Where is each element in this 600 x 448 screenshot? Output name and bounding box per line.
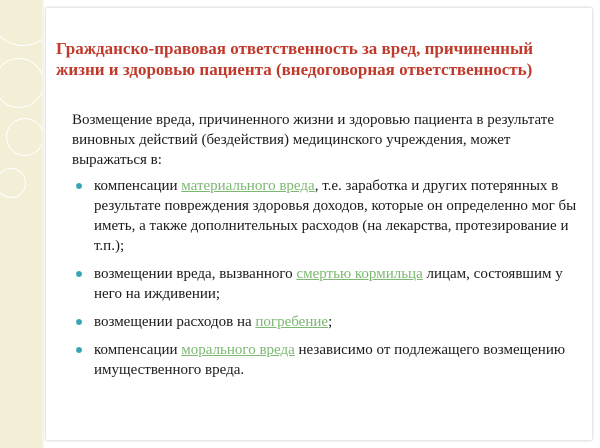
bullet-dot-icon (76, 347, 82, 353)
item-text: возмещении вреда, вызванного (94, 266, 297, 282)
link-material-damage[interactable]: материального вреда (181, 178, 315, 194)
item-text: лицам, состоявшим у него на иждивении; (94, 266, 563, 302)
item-text: независимо от подлежащего возмещению имущественного вреда. (94, 342, 566, 378)
slide-content (46, 8, 592, 440)
link-breadwinner-death[interactable]: смертью кормильца (296, 266, 423, 282)
list-item (72, 312, 582, 332)
bullet-dot-icon (76, 319, 82, 325)
link-burial[interactable]: погребение (255, 314, 329, 330)
slide-body (72, 110, 582, 388)
item-text: компенсации (94, 342, 182, 358)
decorative-circle (0, 168, 26, 198)
item-text: ; (328, 314, 333, 330)
item-text: компенсации (94, 178, 182, 194)
bullet-dot-icon (76, 183, 82, 189)
bullet-list (72, 176, 582, 380)
decorative-circle (6, 118, 44, 156)
decorative-circle (0, 58, 44, 108)
list-item (72, 264, 582, 304)
slide-title: Гражданско-правовая ответственность за вред, причиненный жизни и здоровью пациента (внедоговорная ответственность) (56, 39, 534, 79)
list-item (72, 176, 582, 256)
item-text: возмещении расходов на (94, 314, 256, 330)
decorative-side-panel (0, 0, 42, 448)
intro-text: Возмещение вреда, причиненного жизни и здоровью пациента в результате виновных действий (бездействия) медицинского учреждения, может выражаться в: (72, 112, 554, 168)
item-text: , т.е. заработка и других потерянных в результате повреждения здоровья доходов, которые он определенно мог бы иметь, а также дополнительных расходов (на лекарства, протезирование и т.п.); (94, 178, 577, 254)
side-divider (42, 0, 44, 448)
list-item (72, 340, 582, 380)
bullet-dot-icon (76, 271, 82, 277)
link-moral-damage[interactable]: морального вреда (181, 342, 295, 358)
